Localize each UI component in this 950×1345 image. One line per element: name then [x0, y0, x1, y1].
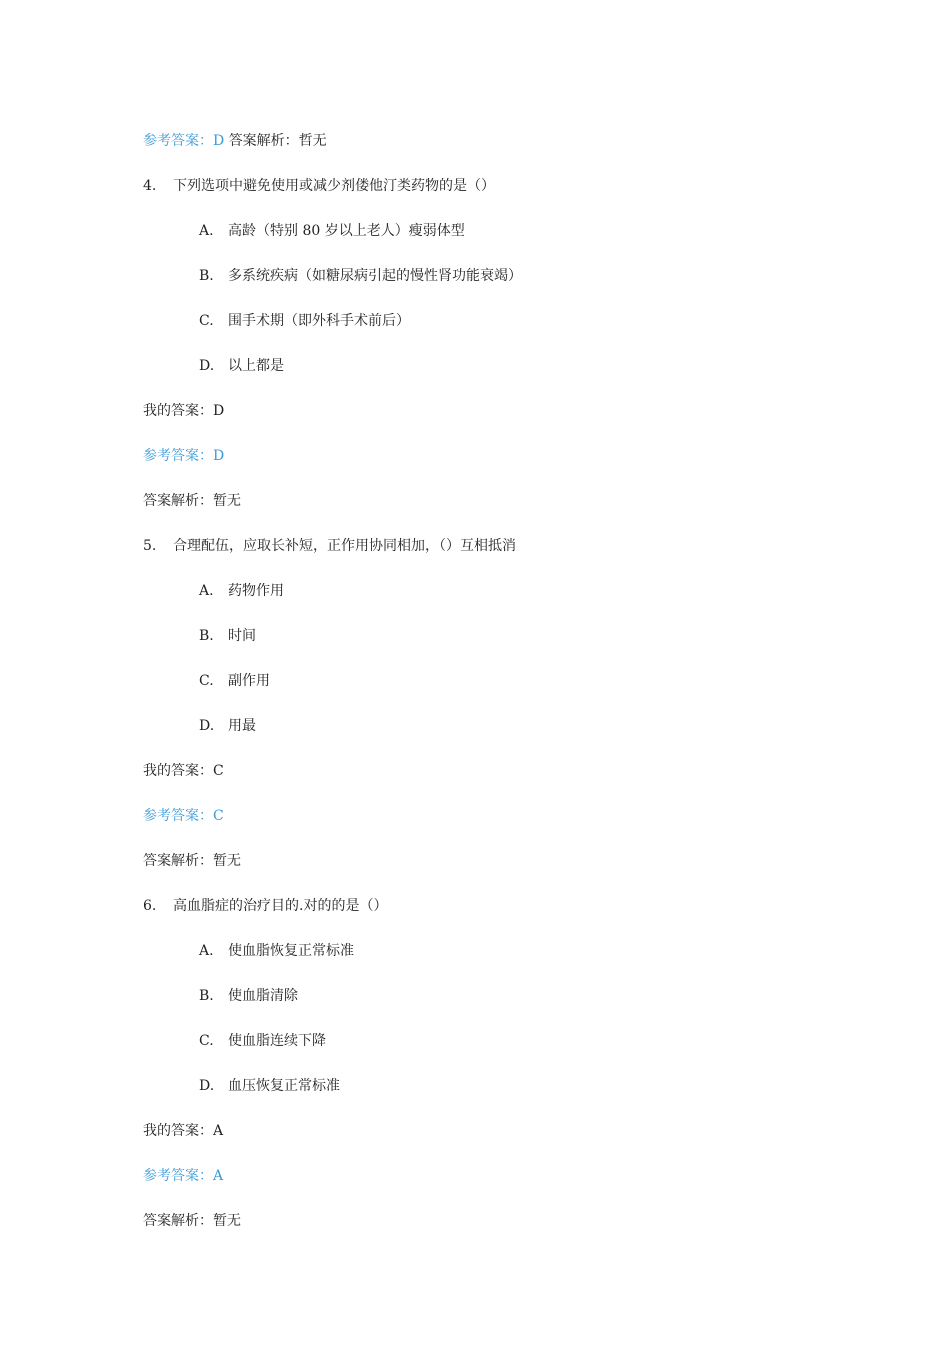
option-a [199, 221, 465, 241]
option-a [199, 581, 284, 601]
option-d [199, 1076, 340, 1096]
option-text: 使血脂清除 [228, 988, 298, 1004]
option-text: 药物作用 [228, 583, 284, 599]
reference-answer: 参考答案：D [143, 448, 225, 464]
reference-answer: 参考答案：A [143, 1168, 224, 1184]
question-5-stem [143, 536, 516, 556]
option-b [199, 266, 522, 286]
question-text: 高血脂症的治疗目的.对的的是（） [173, 898, 388, 914]
my-answer: 我的答案：A [143, 1123, 224, 1139]
option-text: 使血脂连续下降 [228, 1033, 326, 1049]
option-text: 血压恢复正常标准 [228, 1078, 340, 1094]
reference-answer: 参考答案：C [143, 808, 224, 824]
top-answer-line [143, 131, 327, 151]
option-letter: B. [199, 268, 214, 284]
answer-analysis: 答案解析：暂无 [143, 493, 241, 509]
option-text: 高龄（特别 80 岁以上老人）瘦弱体型 [228, 223, 465, 239]
option-letter: C. [199, 1033, 214, 1049]
my-answer: 我的答案：C [143, 763, 224, 779]
option-d [199, 716, 256, 736]
option-letter: D. [199, 718, 215, 734]
top-ref-value: D [213, 133, 225, 149]
option-text: 围手术期（即外科手术前后） [228, 313, 410, 329]
option-letter: B. [199, 628, 214, 644]
option-text: 时间 [228, 628, 256, 644]
option-letter: A. [199, 583, 214, 599]
option-letter: D. [199, 1078, 215, 1094]
option-text: 用最 [228, 718, 256, 734]
option-c [199, 1031, 326, 1051]
option-letter: C. [199, 673, 214, 689]
option-c [199, 311, 410, 331]
top-ref-label: 参考答案： [143, 133, 213, 149]
option-c [199, 671, 270, 691]
option-letter: A. [199, 943, 214, 959]
question-text: 合理配伍，应取长补短，正作用协同相加，（）互相抵消 [173, 538, 516, 554]
option-d [199, 356, 284, 376]
answer-analysis: 答案解析：暂无 [143, 1213, 241, 1229]
option-letter: B. [199, 988, 214, 1004]
option-letter: D. [199, 358, 215, 374]
question-6-stem [143, 896, 387, 916]
question-text: 下列选项中避免使用或减少剂偻他汀类药物的是（） [173, 178, 495, 194]
question-4-stem [143, 176, 495, 196]
option-b [199, 986, 298, 1006]
answer-analysis: 答案解析：暂无 [143, 853, 241, 869]
question-number: 5. [143, 538, 157, 554]
option-text: 以上都是 [228, 358, 284, 374]
question-number: 6. [143, 898, 157, 914]
option-a [199, 941, 354, 961]
option-text: 副作用 [228, 673, 270, 689]
option-text: 使血脂恢复正常标准 [228, 943, 354, 959]
option-letter: A. [199, 223, 214, 239]
option-letter: C. [199, 313, 214, 329]
question-number: 4. [143, 178, 157, 194]
my-answer: 我的答案：D [143, 403, 225, 419]
option-b [199, 626, 256, 646]
top-analysis-label: 答案解析： [228, 133, 299, 149]
option-text: 多系统疾病（如糖尿病引起的慢性肾功能衰竭） [228, 268, 522, 284]
top-analysis-value: 哲无 [298, 133, 327, 149]
